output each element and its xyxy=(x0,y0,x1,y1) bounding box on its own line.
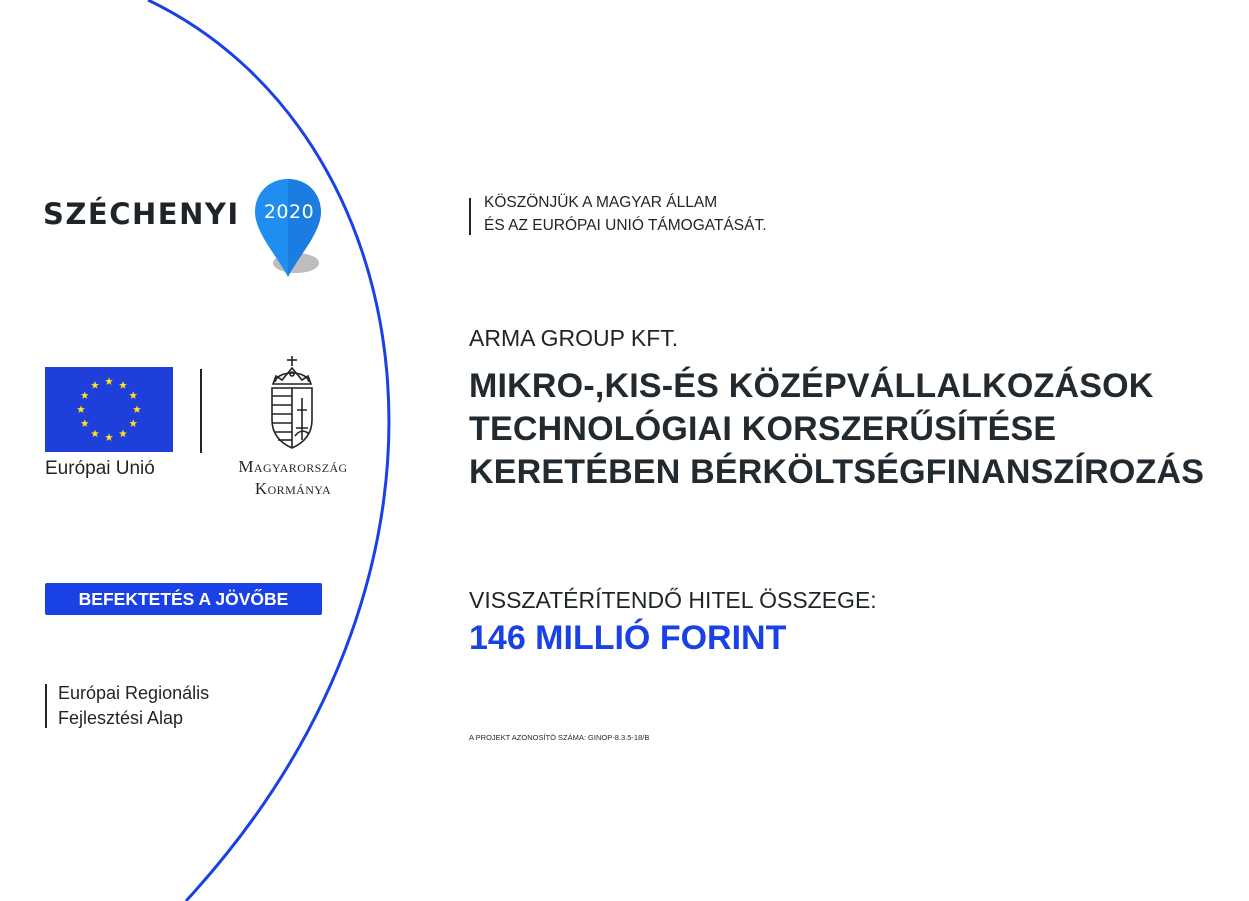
thanks-divider xyxy=(469,198,471,235)
government-line-2: Kormánya xyxy=(254,479,332,498)
fund-divider xyxy=(45,684,47,728)
project-title-line-3: KERETÉBEN BÉRKÖLTSÉGFINANSZÍROZÁS xyxy=(469,453,1205,491)
coat-of-arms-icon xyxy=(267,354,317,450)
project-title-line-1: MIKRO-,KIS-ÉS KÖZÉPVÁLLALKOZÁSOK xyxy=(469,367,1154,405)
logo-divider xyxy=(200,369,202,453)
eu-label: Európai Unió xyxy=(45,458,155,479)
thanks-line-2: ÉS AZ EURÓPAI UNIÓ TÁMOGATÁSÁT. xyxy=(484,217,767,234)
szechenyi-wordmark: SZÉCHENYI xyxy=(43,197,240,231)
fund-name-line-2: Fejlesztési Alap xyxy=(58,708,184,728)
beneficiary-name: ARMA GROUP KFT. xyxy=(469,325,679,351)
project-title-line-2: TECHNOLÓGIAI KORSZERŰSÍTÉSE xyxy=(469,410,1057,448)
map-pin-icon xyxy=(252,177,324,281)
project-id: A PROJEKT AZONOSÍTÓ SZÁMA: GINOP-8.3.5-18/B xyxy=(469,733,650,742)
loan-amount: 146 MILLIÓ FORINT xyxy=(469,619,787,657)
thanks-line-1: KÖSZÖNJÜK A MAGYAR ÁLLAM xyxy=(484,194,718,211)
government-line-1: Magyarország xyxy=(238,457,348,476)
eu-flag-icon xyxy=(45,367,173,452)
fund-name-line-1: Európai Regionális xyxy=(58,683,210,703)
invest-in-future-badge: BEFEKTETÉS A JÖVŐBE xyxy=(45,583,322,615)
szechenyi-year: 2020 xyxy=(263,201,315,223)
loan-label: VISSZATÉRÍTENDŐ HITEL ÖSSZEGE: xyxy=(469,587,877,613)
